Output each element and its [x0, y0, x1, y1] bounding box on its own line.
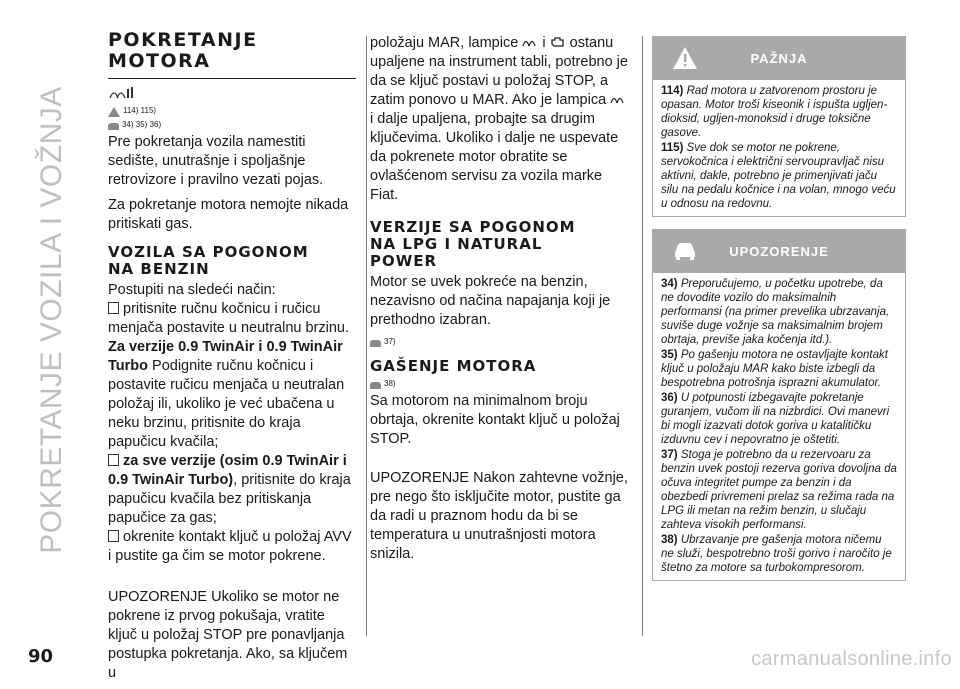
text-run: ostanu upaljene na instrument tabli, potrebno je da se ključ postavi u položaj STOP, a zatim ponovo u MAR. Ako je lampica [370, 35, 628, 108]
bullet-box-icon [108, 454, 119, 466]
paragraph [370, 34, 632, 205]
warning-note [661, 141, 897, 211]
bullet-item [108, 528, 356, 566]
paragraph: Pre pokretanja vozila namestiti sedište, unutrašnje i spoljašnje retrovizore i pravilno vezati pojas. [108, 134, 324, 188]
bullet-bold-text: Za verzije 0.9 TwinAir i 0.9 TwinAir Turbo [108, 339, 343, 374]
paragraph: Za pokretanje motora nemojte nikada pritiskati gas. [108, 197, 349, 232]
caution-box-title: UPOZORENJE [729, 243, 829, 259]
paragraph: Postupiti na sledeći način: [108, 282, 276, 298]
bullet-text: pritisnite ručnu kočnicu i ručicu menjača postavite u neutralnu brzinu. [108, 301, 350, 336]
heading-line: NA LPG I NATURAL [370, 235, 543, 253]
chapter-side-title-text: POKRETANJE VOZILA I VOŽNJA [35, 86, 69, 554]
caution-ref-numbers: 37) [384, 337, 396, 346]
bullet-text: , pritisnite do kraja papučicu kvačila bez pritiskanja papučice za gas; [108, 472, 351, 526]
caution-note-number: 35) [661, 349, 681, 361]
watermark: carmanualsonline.info [751, 648, 952, 670]
caution-note-text: Stoga je potrebno da u rezervoaru za benzin uvek postoji rezerva goriva dovoljna da očuva integritet pumpe za benzin i da obezbedi privremeni prelaz sa režima rada na LPG ili metan na režim benzin, u slučaju zahteva visokih performansi. [661, 449, 897, 531]
bullet-item [108, 300, 356, 338]
caution-note [661, 448, 897, 532]
bullet-text: Podignite ručnu kočnicu i postavite ručicu menjača u neutralan položaj ili, ukoliko je već ubačena u neku brzinu, pritisnite do kraja papučicu kvačila; [108, 358, 345, 450]
caution-note-number: 37) [661, 449, 681, 461]
bullet-box-icon [108, 302, 119, 314]
column-divider [642, 36, 643, 636]
car-caution-icon [672, 239, 698, 261]
warning-box-title: PAŽNJA [750, 50, 808, 66]
warning-note-number: 115) [661, 142, 687, 154]
preheat-lamp-icon [610, 93, 626, 105]
heading-line: VOZILA SA POGONOM [108, 243, 309, 261]
caution-box-header [652, 229, 906, 273]
caution-note-text: Ubrzavanje pre gašenja motora ničemu ne služi, bespotrebno troši gorivo i naročito je štetno za motore sa turbokompresorom. [661, 534, 892, 574]
warning-box [652, 36, 906, 217]
caution-note-text: U potpunosti izbegavajte pokretanje guranjem, vučom ili na nizbrdici. Ovi manevri bi mogli izazvati dotok goriva u katalitičku izduvnu cev i nepovratno je oštetiti. [661, 392, 890, 446]
text-run: i dalje upaljena, probajte sa drugim ključevima. Ukoliko i dalje ne uspevate da pokrenete motor obratite se ovlašćenom servisu za vozila marke Fiat. [370, 111, 619, 203]
caution-refs [108, 119, 356, 131]
column-2 [370, 34, 632, 570]
section-title-line2: MOTORA [108, 50, 211, 72]
caution-note [661, 533, 897, 575]
bullet-bold-text: za sve verzije (osim 0.9 TwinAir i 0.9 TwinAir Turbo) [108, 453, 347, 488]
page-number: 90 [28, 646, 54, 667]
paragraph: UPOZORENJE Nakon zahtevne vožnje, pre nego što isključite motor, pustite ga da radi u praznom hodu da bi se temperatura u unutrašnjosti motora snizila. [370, 470, 628, 562]
section-heading [108, 244, 356, 278]
warning-note [661, 84, 897, 140]
caution-note [661, 277, 897, 347]
paragraph: Motor se uvek pokreće na benzin, nezavisno od načina napajanja koji je prethodno izabran. [370, 274, 611, 328]
column-divider [366, 36, 367, 636]
bullet-box-icon [108, 530, 119, 542]
warning-triangle-icon [672, 46, 698, 70]
caution-note-text: Po gašenju motora ne ostavljajte kontakt ključ u položaju MAR kako biste izbegli da bespotrebna potrošnja isprazni akumulator. [661, 349, 888, 389]
bullet-item [108, 452, 356, 528]
bullet-item [108, 338, 356, 452]
heading-line: VERZIJE SA POGONOM [370, 218, 576, 236]
caution-ref-numbers: 38) [384, 379, 396, 388]
car-caution-icon [370, 340, 381, 347]
section-heading [370, 358, 632, 375]
paragraph: Sa motorom na minimalnom broju obrtaja, okrenite kontakt ključ u položaj STOP. [370, 393, 620, 447]
preheat-lamp-icon [522, 36, 538, 48]
section-heading [370, 219, 632, 270]
heading-line: GAŠENJE MOTORA [370, 357, 537, 375]
caution-note-number: 36) [661, 392, 681, 404]
heading-line: POWER [370, 252, 438, 270]
caution-box [652, 229, 906, 581]
caution-note-number: 34) [661, 278, 681, 290]
engine-failure-lamp-icon [550, 36, 566, 48]
caution-note [661, 348, 897, 390]
car-caution-icon [370, 382, 381, 389]
warning-triangle-icon [108, 107, 120, 117]
column-3 [652, 36, 906, 581]
column-1 [108, 30, 356, 689]
caution-note-text: Preporučujemo, u početku upotrebe, da ne dovodite vozilo do maksimalnih performansi (na primer prevelika ubrzavanja, suviše duge vožnje sa maksimalnim brojem obrtaja, previše jaka kočenja itd.). [661, 278, 890, 346]
warning-note-number: 114) [661, 85, 687, 97]
section-title-line1: POKRETANJE [108, 29, 258, 51]
caution-box-body [652, 273, 906, 581]
text-run: i [542, 35, 546, 51]
warning-refs [108, 105, 356, 117]
warning-note-text: Rad motora u zatvorenom prostoru je opasan. Motor troši kiseonik i ispušta ugljen-dioksid, ugljen-monoksid i druge toksične gasove. [661, 85, 888, 139]
warning-note-text: Sve dok se motor ne pokrene, servokočnica i električni servoupravljač nisu aktivni, dakle, potrebno je primenjivati jaču silu na pedalu kočnice i na volan, mnogo veću u odnosu na redovnu. [661, 142, 896, 210]
heading-line: NA BENZIN [108, 260, 210, 278]
caution-note-number: 38) [661, 534, 681, 546]
caution-refs [370, 378, 632, 390]
caution-refs [370, 336, 632, 348]
caution-ref-numbers: 34) 35) 36) [122, 120, 162, 129]
title-rule [108, 78, 356, 79]
caution-note [661, 391, 897, 447]
preheat-glow-icon [108, 86, 136, 100]
text-run: položaju MAR, lampice [370, 35, 519, 51]
car-caution-icon [108, 123, 119, 130]
warning-box-body [652, 80, 906, 217]
chapter-side-title [22, 5, 82, 635]
warning-ref-numbers: 114) 115) [123, 106, 157, 115]
warning-box-header [652, 36, 906, 80]
bullet-text: okrenite kontakt ključ u položaj AVV i pustite ga čim se motor pokrene. [108, 529, 352, 564]
section-title [108, 30, 356, 72]
paragraph: UPOZORENJE Ukoliko se motor ne pokrene iz prvog pokušaja, vratite ključ u položaj STOP pre ponavljanja postupka pokretanja. Ako, sa ključem u [108, 589, 348, 681]
